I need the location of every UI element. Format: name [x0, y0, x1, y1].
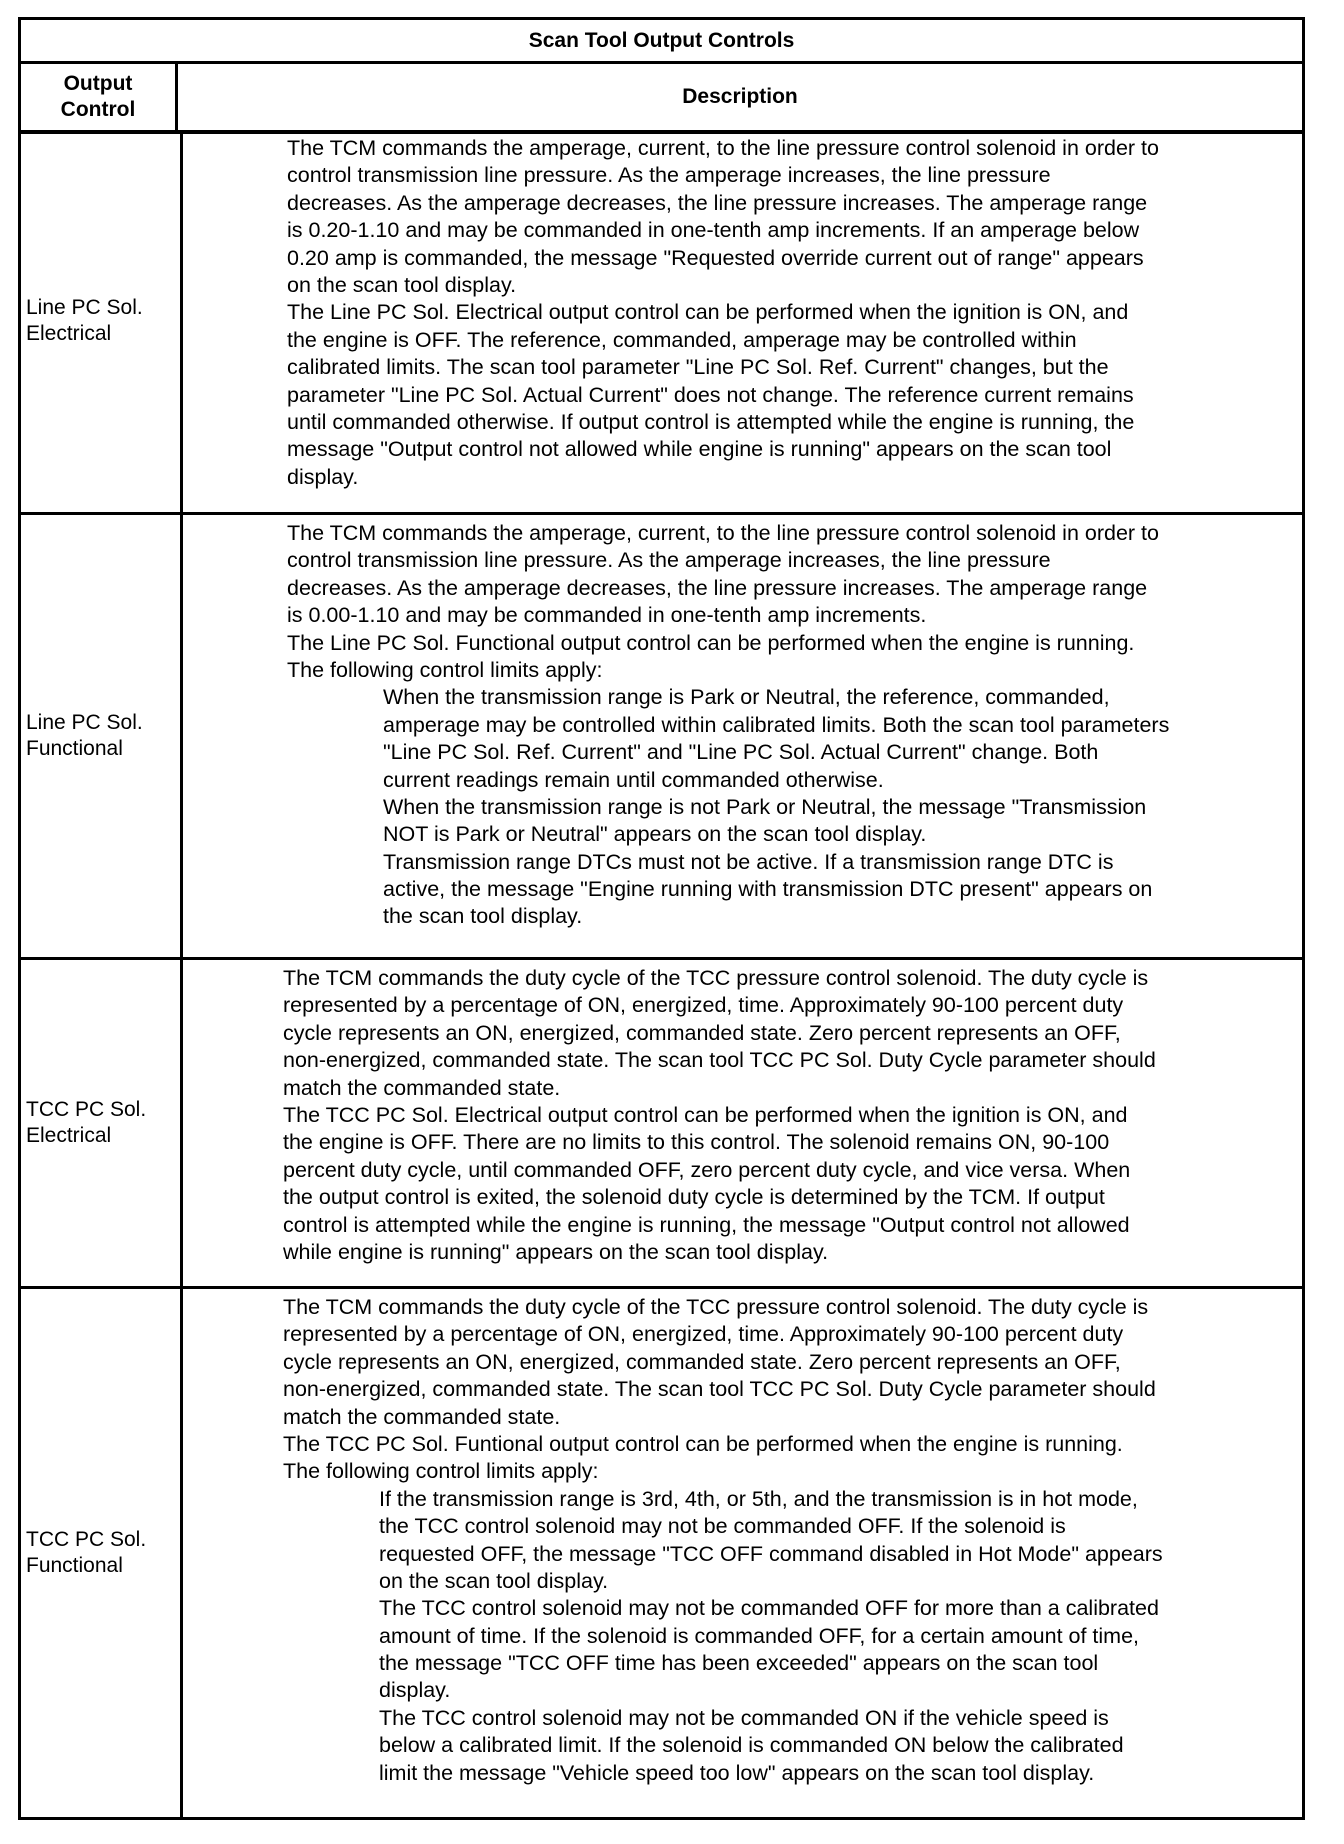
header-description: Description: [682, 85, 798, 108]
output-control-type: Electrical: [26, 322, 112, 345]
header-output-control-line2: Control: [60, 98, 136, 121]
description-sub-line: active, the message "Engine running with transmission DTC present" appears on: [383, 877, 1153, 902]
table-row-tcc-pc-sol-functional: [21, 1289, 1302, 1817]
description-line: The TCM commands the amperage, current, to the line pressure control solenoid in order to: [287, 136, 1159, 160]
description-sub-line: If the transmission range is 3rd, 4th, or 5th, and the transmission is in hot mode,: [379, 1486, 1138, 1511]
description-line: 0.20 amp is commanded, the message "Requested override current out of range" appears: [287, 245, 1144, 270]
description-text: [287, 135, 1159, 491]
description-text: [283, 1294, 1163, 1787]
description-line: while engine is running" appears on the scan tool display.: [283, 1239, 829, 1264]
description-line: non-energized, commanded state. The scan tool TCC PC Sol. Duty Cycle parameter should: [283, 1048, 1156, 1073]
output-control-name: TCC PC Sol.: [26, 1528, 147, 1551]
description-line: match the commanded state.: [283, 1404, 561, 1429]
description-line: control transmission line pressure. As the amperage increases, the line pressure: [287, 548, 1051, 573]
description-text: [287, 520, 1169, 931]
output-control-cell: [21, 1289, 183, 1817]
description-line: is 0.20-1.10 and may be commanded in one-tenth amp increments. If an amperage below: [287, 218, 1140, 243]
description-line: percent duty cycle, until commanded OFF, zero percent duty cycle, and vice versa. When: [283, 1157, 1131, 1182]
description-line: display.: [287, 464, 359, 489]
table-row-line-pc-sol-electrical: [21, 130, 1302, 515]
description-line: calibrated limits. The scan tool parameter "Line PC Sol. Ref. Current" changes, but the: [287, 355, 1109, 380]
table-row-tcc-pc-sol-electrical: [21, 960, 1302, 1289]
table-title: Scan Tool Output Controls: [21, 20, 1302, 64]
description-sub-line: amperage may be controlled within calibrated limits. Both the scan tool parameters: [383, 712, 1170, 737]
description-cell: [178, 1289, 1302, 1817]
output-control-name: Line PC Sol.: [26, 711, 143, 734]
description-line: The Line PC Sol. Electrical output control can be performed when the ignition is ON, and: [287, 300, 1129, 325]
description-line: The following control limits apply:: [283, 1459, 599, 1484]
description-line: decreases. As the amperage decreases, the line pressure increases. The amperage range: [287, 575, 1148, 600]
description-line: parameter "Line PC Sol. Actual Current" does not change. The reference current remains: [287, 382, 1134, 407]
description-line: The TCC PC Sol. Funtional output control can be performed when the engine is running.: [283, 1431, 1123, 1456]
description-line: The following control limits apply:: [287, 657, 603, 682]
description-line: on the scan tool display.: [287, 272, 517, 297]
header-output-control-line1: Output: [63, 72, 133, 95]
description-line: the output control is exited, the solenoid duty cycle is determined by the TCM. If output: [283, 1185, 1105, 1210]
description-sub-line: When the transmission range is Park or Neutral, the reference, commanded,: [383, 685, 1110, 710]
description-sub-line: NOT is Park or Neutral" appears on the scan tool display.: [383, 822, 927, 847]
description-sub-line: The TCC control solenoid may not be commanded OFF for more than a calibrated: [379, 1596, 1159, 1621]
description-line: the engine is OFF. The reference, commanded, amperage may be controlled within: [287, 327, 1077, 352]
description-cell: [178, 515, 1302, 957]
table-header-row: [21, 64, 1302, 134]
description-sub-line: The TCC control solenoid may not be commanded ON if the vehicle speed is: [379, 1705, 1109, 1730]
output-control-type: Functional: [26, 1554, 123, 1577]
description-line: non-energized, commanded state. The scan tool TCC PC Sol. Duty Cycle parameter should: [283, 1377, 1156, 1402]
description-line: represented by a percentage of ON, energized, time. Approximately 90-100 percent duty: [283, 1322, 1124, 1347]
output-control-name: TCC PC Sol.: [26, 1098, 147, 1121]
description-line: the engine is OFF. There are no limits to this control. The solenoid remains ON, 90-100: [283, 1130, 1110, 1155]
description-sub-line: limit the message "Vehicle speed too low" appears on the scan tool display.: [379, 1760, 1095, 1785]
description-line: control transmission line pressure. As the amperage increases, the line pressure: [287, 163, 1051, 188]
description-line: control is attempted while the engine is running, the message "Output control not allowed: [283, 1212, 1130, 1237]
table-row-line-pc-sol-functional: [21, 515, 1302, 960]
description-sub-line: the message "TCC OFF time has been exceeded" appears on the scan tool: [379, 1651, 1099, 1676]
description-line: match the commanded state.: [283, 1075, 561, 1100]
description-sub-line: When the transmission range is not Park or Neutral, the message "Transmission: [383, 794, 1147, 819]
description-sub-line: "Line PC Sol. Ref. Current" and "Line PC Sol. Actual Current" change. Both: [383, 740, 1099, 765]
description-line: cycle represents an ON, energized, commanded state. Zero percent represents an OFF,: [283, 1349, 1121, 1374]
description-sub-line: requested OFF, the message "TCC OFF command disabled in Hot Mode" appears: [379, 1541, 1163, 1566]
output-control-name: Line PC Sol.: [26, 296, 143, 319]
description-sub-line: Transmission range DTCs must not be active. If a transmission range DTC is: [383, 849, 1114, 874]
description-sub-line: the TCC control solenoid may not be commanded OFF. If the solenoid is: [379, 1514, 1066, 1539]
description-line: message "Output control not allowed while engine is running" appears on the scan tool: [287, 437, 1112, 462]
description-sub-line: the scan tool display.: [383, 904, 583, 929]
description-sub-line: current readings remain until commanded otherwise.: [383, 767, 884, 792]
description-sub-line: below a calibrated limit. If the solenoid is commanded ON below the calibrated: [379, 1733, 1124, 1758]
description-sub-line: on the scan tool display.: [379, 1568, 609, 1593]
description-line: The TCC PC Sol. Electrical output control can be performed when the ignition is ON, and: [283, 1102, 1128, 1127]
output-control-cell: [21, 130, 183, 512]
description-line: The TCM commands the duty cycle of the TCC pressure control solenoid. The duty cycle is: [283, 1295, 1149, 1319]
description-cell: [178, 130, 1302, 512]
description-line: The Line PC Sol. Functional output control can be performed when the engine is running.: [287, 630, 1135, 655]
description-line: cycle represents an ON, energized, commanded state. Zero percent represents an OFF,: [283, 1020, 1121, 1045]
output-control-cell: [21, 960, 183, 1286]
description-line: until commanded otherwise. If output control is attempted while the engine is running, the: [287, 409, 1135, 434]
output-control-type: Functional: [26, 737, 123, 760]
output-control-cell: [21, 515, 183, 957]
description-line: The TCM commands the amperage, current, to the line pressure control solenoid in order to: [287, 521, 1159, 545]
header-output-control: [21, 64, 178, 130]
output-control-type: Electrical: [26, 1124, 112, 1147]
description-line: The TCM commands the duty cycle of the TCC pressure control solenoid. The duty cycle is: [283, 966, 1149, 990]
description-line: represented by a percentage of ON, energized, time. Approximately 90-100 percent duty: [283, 993, 1124, 1018]
description-cell: [178, 960, 1302, 1286]
description-text: [283, 965, 1156, 1266]
scan-tool-output-controls-table: [18, 17, 1305, 1820]
description-sub-line: display.: [379, 1678, 451, 1703]
description-line: decreases. As the amperage decreases, the line pressure increases. The amperage range: [287, 190, 1148, 215]
description-line: is 0.00-1.10 and may be commanded in one-tenth amp increments.: [287, 603, 927, 628]
description-sub-line: amount of time. If the solenoid is commanded OFF, for a certain amount of time,: [379, 1623, 1140, 1648]
